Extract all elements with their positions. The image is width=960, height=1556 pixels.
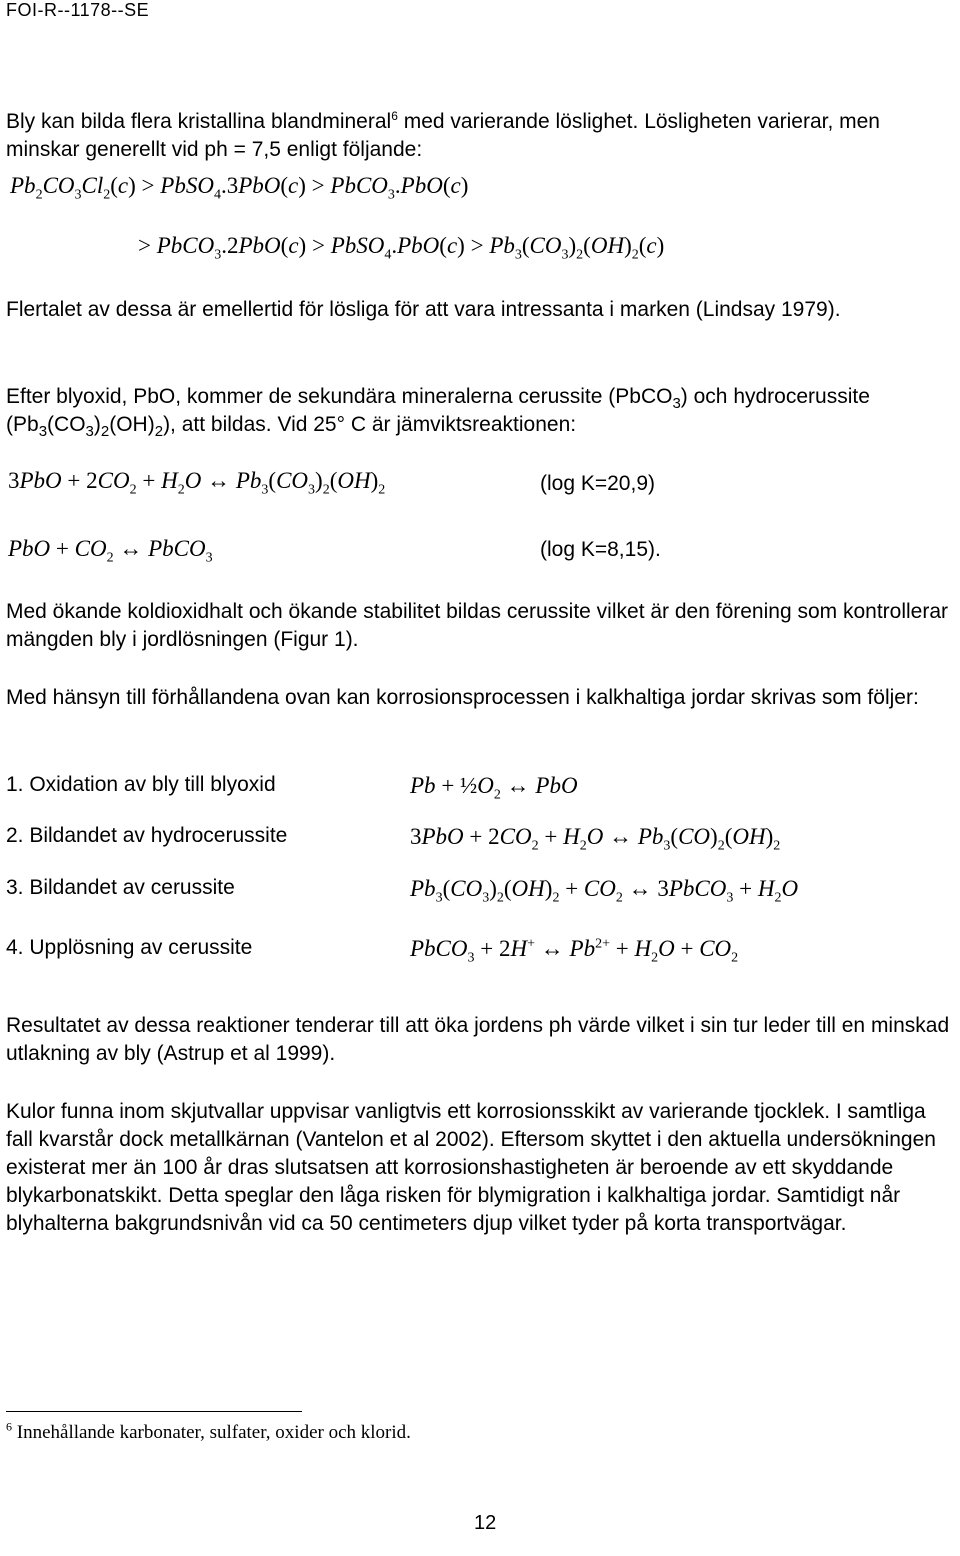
paragraph-cerussite-control: Med ökande koldioxidhalt och ökande stabilitet bildas cerussite vilket är den förening som kontrollerar mängden bly i jordlösningen (Figur 1).	[6, 600, 949, 651]
step-1-label: 1. Oxidation av bly till blyoxid	[6, 773, 276, 796]
paragraph-bullets: Kulor funna inom skjutvallar uppvisar vanligtvis ett korrosionsskikt av varierande tjocklek. I samtliga fall kvarstår dock metallkärnan (Vantelon et al 2002). Eftersom skyttet i den aktuella undersökningen existerat mer än 100 år dras slutsatsen att korrosionshastigheten är beroende av ett skyddande blykarbonatskikt. Detta speglar den låga risken för blymigration i kalkhaltiga jordar. Samtidigt når blyhalterna bakgrundsnivån vid ca 50 centimeters djup vilket tyder på korta transportvägar.	[6, 1100, 936, 1235]
solubility-formula-line-1: $Pb_2CO_3Cl_2(c)$ > PbSO$_4$.3PbO(c) > PbCO$_3$.PbO(c)	[10, 173, 469, 203]
step-4-equation: PbCO$_3$ + 2H+ ↔ $Pb^{2+} + H_2O + CO_2$	[410, 936, 739, 966]
paragraph-secondary-minerals: Efter blyoxid, PbO, kommer de sekundära mineralerna cerussite (PbCO$_3$) och hydrocerussite $(Pb_3(CO_3)_2(OH)_2)$, att bildas. Vid 25° C är jämviktsreaktionen:	[6, 385, 870, 441]
equilibrium-2-logk: (log K=8,15).	[540, 538, 661, 561]
paragraph-corrosion-intro: Med hänsyn till förhållandena ovan kan korrosionsprocessen i kalkhaltiga jordar skrivas som följer:	[6, 686, 919, 709]
footnote-ref: 6	[391, 109, 398, 123]
step-2-equation: $3PbO + 2CO_2 + H_2O$ ↔ $Pb_3(CO)_2(OH)_2$	[410, 824, 781, 854]
step-2-label: 2. Bildandet av hydrocerussite	[6, 824, 288, 847]
paragraph-solubility-note: Flertalet av dessa är emellertid för lösliga för att vara intressanta i marken (Lindsay 1979).	[6, 298, 841, 321]
paragraph-results: Resultatet av dessa reaktioner tenderar till att öka jordens ph värde vilket i sin tur leder till en minskad utlakning av bly (Astrup et al 1999).	[6, 1014, 950, 1065]
step-3-equation: $Pb_3(CO_3)_2(OH)_2 + CO_2$ ↔ 3PbCO$_3$ + $H_2O$	[410, 876, 799, 906]
equilibrium-equation-1: $3PbO + 2CO_2 + H_2O$ ↔ $Pb_3(CO_3)_2(OH)_2$	[8, 468, 386, 498]
page-number: 12	[474, 1512, 497, 1534]
paragraph-intro: Bly kan bilda flera kristallina blandmineral$^6$ med varierande löslighet. Lösligheten varierar, men minskar generellt vid ph = 7,5 enligt följande:	[6, 109, 880, 161]
footnote: $^6$ Innehållande karbonater, sulfater, oxider och klorid.	[6, 1419, 411, 1443]
step-3-label: 3. Bildandet av cerussite	[6, 876, 235, 899]
solubility-formula-line-2: > PbCO$_3$.2PbO(c) > PbSO$_4$.PbO(c) > $Pb_3(CO_3)_2(OH)_2(c)$	[138, 233, 665, 263]
step-1-equation: $Pb + \frac{1}{2}O_2$ ↔ PbO	[410, 773, 578, 803]
footnote-divider	[6, 1411, 302, 1412]
equilibrium-1-logk: (log K=20,9)	[540, 472, 655, 495]
step-4-label: 4. Upplösning av cerussite	[6, 936, 253, 959]
equilibrium-equation-2: PbO + $CO_2$ ↔ PbCO$_3$	[8, 536, 213, 566]
document-id: FOI-R--1178--SE	[6, 0, 150, 20]
